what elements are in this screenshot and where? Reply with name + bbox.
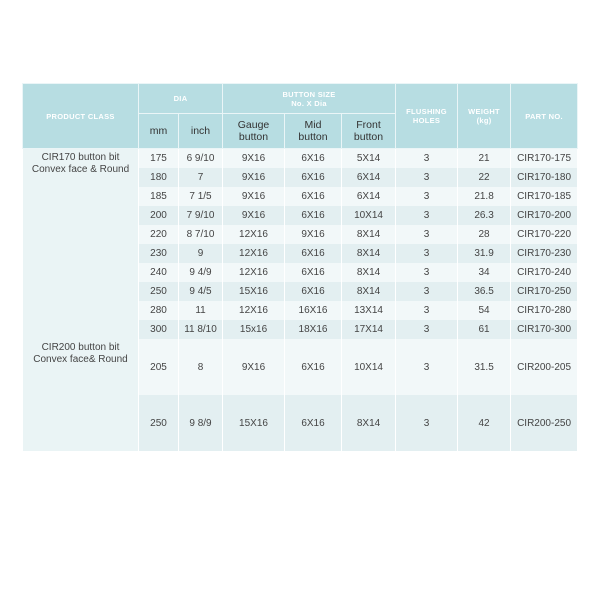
- cell-weight: 31.5: [458, 339, 511, 395]
- cell-flushing: 3: [396, 320, 458, 339]
- cell-front: 8X14: [342, 263, 396, 282]
- cell-gauge: 12X16: [223, 225, 285, 244]
- header-gauge-line1: Gauge: [237, 119, 270, 131]
- cell-weight: 42: [458, 395, 511, 451]
- header-mid-button: [285, 114, 342, 149]
- header-mid-line1: Mid: [304, 119, 322, 131]
- cell-part: CIR170-180: [511, 168, 578, 187]
- header-front-line1: Front: [356, 119, 381, 131]
- cell-front: 8X14: [342, 395, 396, 451]
- cell-mm: 185: [139, 187, 179, 206]
- cell-weight: 31.9: [458, 244, 511, 263]
- cell-weight: 22: [458, 168, 511, 187]
- cell-mid: 6X16: [285, 206, 342, 225]
- header-part-no: PART NO.: [511, 84, 578, 149]
- cell-inch: 11 8/10: [179, 320, 223, 339]
- cell-mid: 9X16: [285, 225, 342, 244]
- cell-flushing: 3: [396, 149, 458, 169]
- cell-inch: 7 1/5: [179, 187, 223, 206]
- cell-part: CIR170-175: [511, 149, 578, 169]
- cell-gauge: 12X16: [223, 301, 285, 320]
- cell-mm: 240: [139, 263, 179, 282]
- cell-inch: 7: [179, 168, 223, 187]
- cell-mid: 6X16: [285, 244, 342, 263]
- cell-mm: 280: [139, 301, 179, 320]
- cell-mm: 205: [139, 339, 179, 395]
- cell-part: CIR170-250: [511, 282, 578, 301]
- product-class-line2: Convex face& Round: [33, 354, 128, 365]
- header-flushing-holes: [396, 84, 458, 149]
- cell-inch: 9 8/9: [179, 395, 223, 451]
- cell-flushing: 3: [396, 263, 458, 282]
- cell-part: CIR170-220: [511, 225, 578, 244]
- cell-front: 5X14: [342, 149, 396, 169]
- cell-gauge: 9X16: [223, 339, 285, 395]
- header-flushing-line1: FLUSHING: [406, 107, 447, 116]
- product-class-line1: CIR200 button bit: [41, 342, 120, 353]
- product-class-cell: [23, 149, 139, 340]
- cell-part: CIR170-240: [511, 263, 578, 282]
- header-inch: inch: [179, 114, 223, 149]
- header-mm: mm: [139, 114, 179, 149]
- cell-mid: 6X16: [285, 168, 342, 187]
- header-button-size-line2: No. X Dia: [291, 98, 327, 108]
- cell-inch: 8: [179, 339, 223, 395]
- cell-mm: 175: [139, 149, 179, 169]
- header-button-size: [223, 84, 396, 114]
- cell-mm: 200: [139, 206, 179, 225]
- cell-front: 8X14: [342, 244, 396, 263]
- cell-inch: 9 4/5: [179, 282, 223, 301]
- cell-flushing: 3: [396, 244, 458, 263]
- table-row: [23, 149, 578, 169]
- cell-weight: 61: [458, 320, 511, 339]
- cell-front: 6X14: [342, 168, 396, 187]
- cell-flushing: 3: [396, 168, 458, 187]
- cell-mid: 18X16: [285, 320, 342, 339]
- cell-inch: 9 4/9: [179, 263, 223, 282]
- cell-mm: 300: [139, 320, 179, 339]
- cell-gauge: 9X16: [223, 149, 285, 169]
- cell-flushing: 3: [396, 225, 458, 244]
- header-gauge-button: [223, 114, 285, 149]
- cell-mid: 6X16: [285, 339, 342, 395]
- header-weight-line1: WEIGHT: [468, 107, 500, 116]
- cell-front: 6X14: [342, 187, 396, 206]
- table-body: [23, 149, 578, 452]
- cell-mid: 6X16: [285, 263, 342, 282]
- cell-weight: 21: [458, 149, 511, 169]
- cell-flushing: 3: [396, 339, 458, 395]
- cell-weight: 54: [458, 301, 511, 320]
- cell-inch: 11: [179, 301, 223, 320]
- cell-flushing: 3: [396, 395, 458, 451]
- cell-mid: 6X16: [285, 282, 342, 301]
- cell-gauge: 15x16: [223, 320, 285, 339]
- cell-weight: 28: [458, 225, 511, 244]
- product-class-cell: [23, 339, 139, 451]
- table-row: [23, 339, 578, 395]
- cell-mm: 220: [139, 225, 179, 244]
- cell-inch: 8 7/10: [179, 225, 223, 244]
- product-class-line1: CIR170 button bit: [41, 152, 120, 163]
- cell-weight: 36.5: [458, 282, 511, 301]
- cell-flushing: 3: [396, 301, 458, 320]
- cell-gauge: 15X16: [223, 282, 285, 301]
- cell-front: 8X14: [342, 225, 396, 244]
- cell-flushing: 3: [396, 206, 458, 225]
- header-front-line2: button: [353, 131, 384, 143]
- cell-mid: 16X16: [285, 301, 342, 320]
- header-button-size-line1: BUTTON SIZE: [282, 89, 336, 99]
- cell-weight: 34: [458, 263, 511, 282]
- cell-gauge: 9X16: [223, 187, 285, 206]
- cell-mm: 250: [139, 395, 179, 451]
- cell-mid: 6X16: [285, 395, 342, 451]
- cell-inch: 9: [179, 244, 223, 263]
- cell-part: CIR200-250: [511, 395, 578, 451]
- cell-weight: 26.3: [458, 206, 511, 225]
- cell-part: CIR170-185: [511, 187, 578, 206]
- cell-mid: 6X16: [285, 149, 342, 169]
- cell-part: CIR170-230: [511, 244, 578, 263]
- cell-part: CIR200-205: [511, 339, 578, 395]
- header-weight: [458, 84, 511, 149]
- cell-part: CIR170-200: [511, 206, 578, 225]
- cell-gauge: 15X16: [223, 395, 285, 451]
- cell-front: 17X14: [342, 320, 396, 339]
- cell-gauge: 12X16: [223, 263, 285, 282]
- cell-front: 13X14: [342, 301, 396, 320]
- cell-mm: 230: [139, 244, 179, 263]
- cell-flushing: 3: [396, 187, 458, 206]
- cell-inch: 6 9/10: [179, 149, 223, 169]
- cell-flushing: 3: [396, 282, 458, 301]
- product-class-line2: Convex face & Round: [31, 164, 130, 175]
- cell-mm: 180: [139, 168, 179, 187]
- cell-part: CIR170-300: [511, 320, 578, 339]
- header-mid-line2: button: [298, 131, 328, 143]
- header-dia: DIA: [139, 84, 223, 114]
- cell-front: 10X14: [342, 206, 396, 225]
- header-front-button: [342, 114, 396, 149]
- cell-weight: 21.8: [458, 187, 511, 206]
- cell-gauge: 9X16: [223, 206, 285, 225]
- cell-gauge: 12X16: [223, 244, 285, 263]
- cell-mid: 6X16: [285, 187, 342, 206]
- cell-front: 8X14: [342, 282, 396, 301]
- cell-gauge: 9X16: [223, 168, 285, 187]
- cell-front: 10X14: [342, 339, 396, 395]
- header-weight-line2: (kg): [476, 116, 492, 125]
- header-gauge-line2: button: [238, 131, 269, 143]
- cell-mm: 250: [139, 282, 179, 301]
- cell-part: CIR170-280: [511, 301, 578, 320]
- header-product-class: PRODUCT CLASS: [23, 84, 139, 149]
- cell-inch: 7 9/10: [179, 206, 223, 225]
- product-spec-table: [22, 83, 578, 451]
- header-flushing-line2: HOLES: [412, 116, 441, 125]
